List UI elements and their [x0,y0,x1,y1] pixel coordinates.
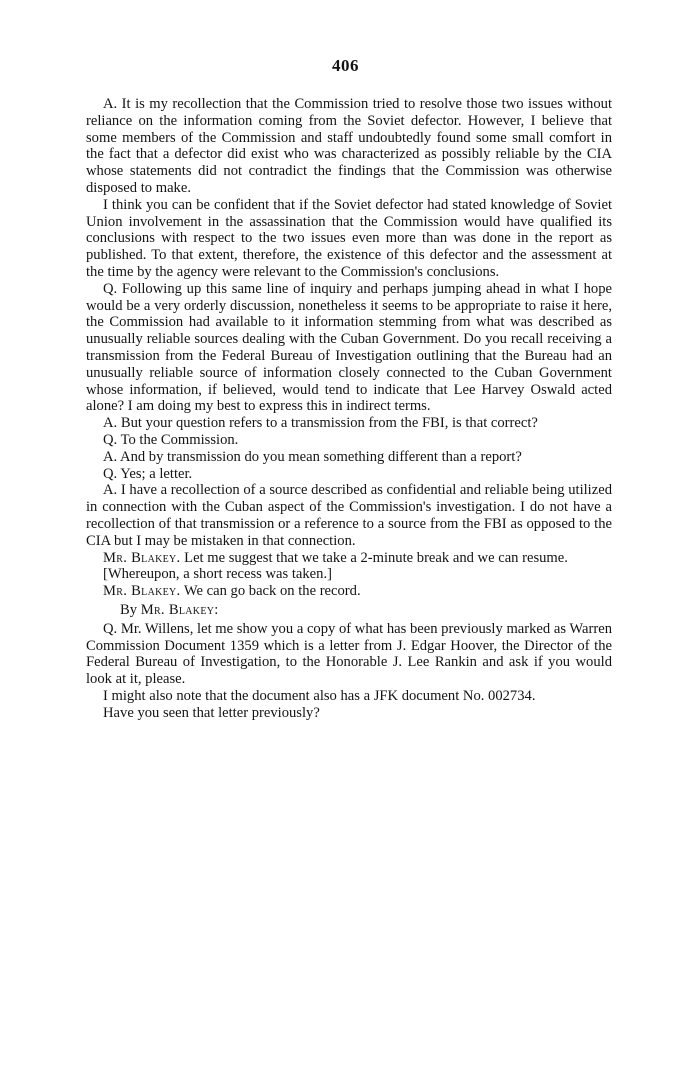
paragraph-question-to-commission: Q. To the Commission. [103,431,239,448]
paragraph-answer-fbi-transmission: A. But your question refers to a transmission from the FBI, is that correct? [103,415,538,432]
speaker-name: Mr. Blakey. [103,549,181,566]
paragraph-question-cuban-sources: Q. Following up this same line of inquiry and perhaps jumping ahead in what I hope would be a very orderly discussion, nonetheless it seems to be appropriate to raise it here, the Commission had available to it information stemming from what was described as unusually reliable sources dealing with the Cuban Government. Do you recall receiving a transmission from the Federal Bureau of Investigation outlining that the Bureau had an unusually reliable source of information closely connected to the Cuban Government whose information, if believed, would tend to indicate that Lee Harvey Oswald acted alone? I am doing my best to express this in indirect terms. [86,280,612,415]
paragraph-answer-confidential-source: A. I have a recollection of a source described as confidential and reliable being utilized in connection with the Cuban aspect of the Commission's investigation. I do not have a recollection of that transmission or a reference to a source from the FBI as opposed to the CIA but I may be mistaken in that connection. [86,482,612,549]
paragraph-jfk-document-number: I might also note that the document also has a JFK document No. 002734. [103,687,536,704]
speaker-remark: We can go back on the record. [180,583,361,600]
byline-prefix: By [120,601,141,618]
testimony-body [86,96,612,721]
byline-suffix: : [214,601,219,618]
paragraph-answer-transmission-meaning: A. And by transmission do you mean something different than a report? [103,448,522,465]
paragraph-question-warren-document: Q. Mr. Willens, let me show you a copy of what has been previously marked as Warren Commission Document 1359 which is a letter from J. Edgar Hoover, the Director of the Federal Bureau of Investigation, to the Honorable J. Lee Rankin and ask if you would look at it, please. [86,620,612,688]
paragraph-answer-commission-issues: A. It is my recollection that the Commission tried to resolve those two issues without reliance on the information coming from the Soviet defector. However, I believe that some members of the Commission and staff undoubtedly found some small comfort in the fact that a defector did exist who was characterized as possibly reliable by the CIA whose statements did not contradict the findings that the Commission was otherwise disposed to make. [86,96,612,196]
speaker-name: Mr. Blakey. [103,583,181,600]
speaker-remark: Let me suggest that we take a 2-minute break and we can resume. [180,549,568,566]
byline-speaker: Mr. Blakey [140,601,215,618]
paragraph-blakey-break [86,550,612,567]
examiner-byline [86,602,612,619]
paragraph-recess-note: [Whereupon, a short recess was taken.] [103,566,332,583]
page-number: 406 [332,56,359,75]
paragraph-question-letter: Q. Yes; a letter. [103,465,193,482]
paragraph-question-seen-letter: Have you seen that letter previously? [103,704,320,721]
paragraph-blakey-record [86,583,612,600]
paragraph-soviet-defector-knowledge: I think you can be confident that if the Soviet defector had stated knowledge of Soviet Union involvement in the assassination that the Commission would have qualified its conclusions with respect to the two issues even more than was done in the report as published. To that extent, therefore, the existence of this defector and the assessment at the time by the agency were relevant to the Commission's conclusions. [86,196,612,280]
